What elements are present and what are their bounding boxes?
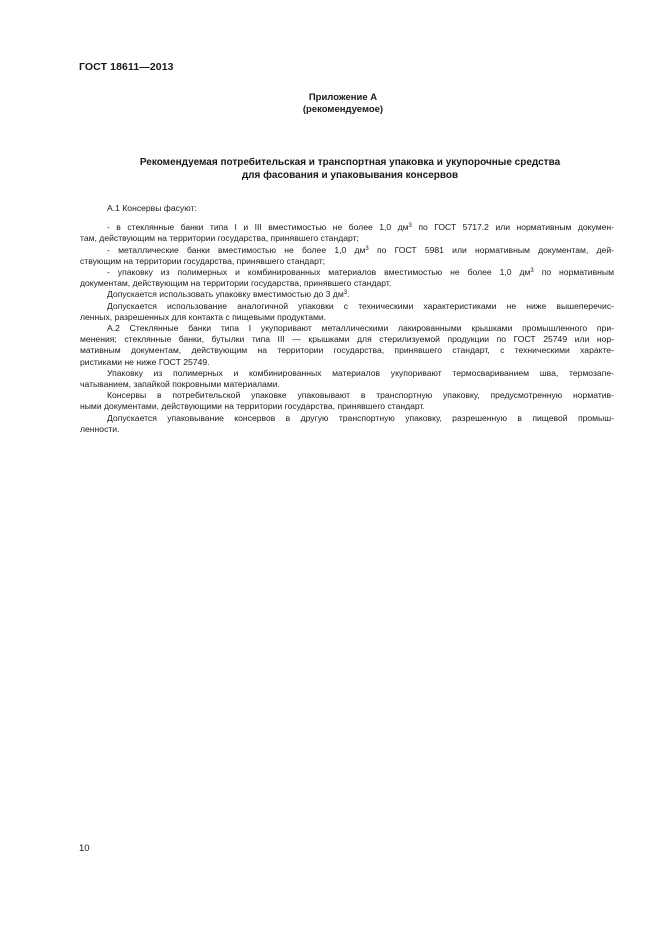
body-text (80, 203, 614, 435)
document-header: ГОСТ 18611—2013 (79, 61, 174, 73)
text-line: ристиками не ниже ГОСТ 25749. (80, 356, 210, 367)
superscript: 3 (365, 245, 369, 252)
appendix-title: Приложение А (308, 92, 378, 103)
text-line: А.1 Консервы фасуют: (107, 203, 197, 213)
text-line: ствующим на территории государства, принявшего стандарт; (80, 255, 326, 266)
text-fragment: по ГОСТ 5981 или нормативным документам, дей- (368, 244, 614, 255)
text-fragment: . (347, 289, 350, 300)
text-fragment: по нормативным (533, 267, 614, 278)
superscript: 3 (343, 290, 348, 297)
paragraph-other-transport (80, 413, 614, 435)
superscript: 3 (408, 223, 412, 230)
text-fragment: Допускается использовать упаковку вместимостью до 3 дм (107, 289, 344, 300)
text-line (80, 222, 614, 233)
paragraph-a2-closure (80, 323, 614, 368)
text-line (80, 267, 614, 278)
paragraph-analogous-packaging (80, 301, 614, 323)
text-fragment: по ГОСТ 5717.2 или нормативным докумен- (411, 222, 614, 233)
text-line (80, 289, 614, 300)
section-title (80, 156, 620, 182)
paragraph-a1-intro (80, 203, 614, 214)
section-title-line-2: для фасования и упаковывания консервов (241, 170, 459, 181)
paragraph-polymer-sealing (80, 368, 614, 390)
text-line: Упаковку из полимерных и комбинированных материалов укупоривают термосвариванием шва, термозапе- (107, 367, 614, 378)
text-fragment: - в стеклянные банки типа I и III вместимостью не более 1,0 дм (107, 222, 409, 233)
paragraph-polymer-packaging (80, 267, 614, 289)
text-line: ленности. (80, 423, 120, 434)
text-line: Допускается использование аналогичной упаковки с техническими характеристиками не ниже вышеперечис- (107, 300, 614, 311)
paragraph-metal-cans (80, 245, 614, 267)
text-line: Допускается упаковывание консервов в другую транспортную упаковку, разрешенную в пищевой промыш- (107, 412, 614, 423)
text-line (80, 245, 614, 256)
paragraph-glass-jars (80, 222, 614, 244)
paragraph-transport-packaging (80, 390, 614, 412)
text-fragment: - упаковку из полимерных и комбинированных материалов вместимостью не более 1,0 дм (107, 267, 531, 278)
text-line: А.2 Стеклянные банки типа I укупоривают металлическими лакированными крышками промышленного при- (107, 323, 614, 334)
paragraph-capacity-3dm3 (80, 289, 614, 300)
text-line: Консервы в потребительской упаковке упаковывают в транспортную упаковку, предусмотренную норматив- (107, 390, 614, 401)
appendix-status: (рекомендуемое) (302, 104, 384, 115)
appendix-heading (243, 92, 443, 116)
text-line: там, действующим на территории государства, принявшего стандарт; (80, 233, 359, 244)
text-line: документам, действующим на территории государства, принявшего стандарт. (80, 278, 392, 289)
text-line: менения; стеклянные банки, бутылки типа III — крышками для стерилизуемой продукции по ГОСТ 25749 или нор- (80, 334, 614, 345)
superscript: 3 (530, 268, 534, 275)
page-number: 10 (79, 843, 90, 854)
text-line: ными документами, действующими на территории государства, принявшего стандарт. (80, 401, 425, 412)
text-line: ленных, разрешенных для контакта с пищевыми продуктами. (80, 311, 327, 322)
section-title-line-1: Рекомендуемая потребительская и транспортная упаковка и укупорочные средства (139, 157, 561, 168)
text-fragment: - металлические банки вместимостью не более 1,0 дм (107, 244, 366, 255)
text-line: чатыванием, запайкой покровными материалами. (80, 379, 280, 390)
text-line: мативным документам, действующим на территории государства, принявшего стандарт, с техническими характе- (80, 345, 614, 356)
